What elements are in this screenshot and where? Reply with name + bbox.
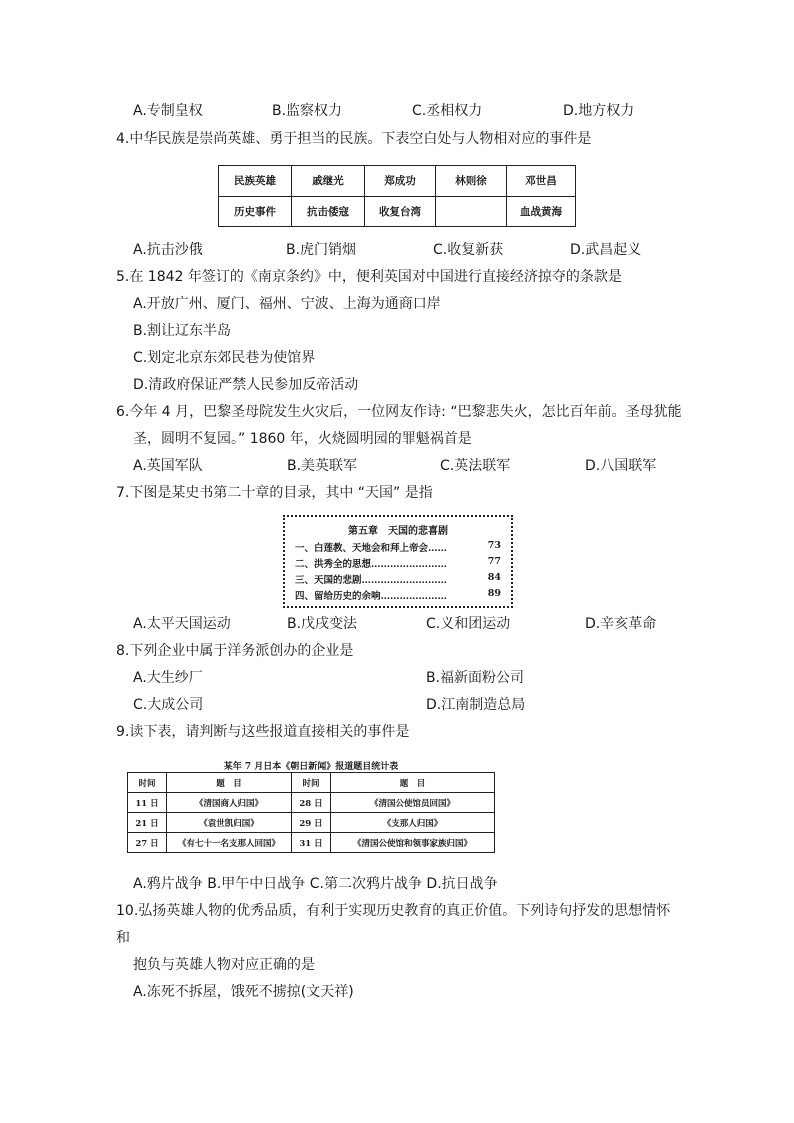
q6-option-d: D.八国联军: [585, 458, 657, 474]
table-cell: 血战黄海: [507, 196, 576, 227]
q10-stem-line2: 和: [116, 930, 130, 946]
q7-option-a: A.太平天国运动: [133, 616, 231, 632]
q4-stem: 4.中华民族是崇尚英雄、勇于担当的民族。下表空白处与人物相对应的事件是: [116, 131, 592, 147]
q8-option-c: C.大成公司: [133, 697, 204, 713]
q4-option-a: A.抗击沙俄: [133, 242, 203, 258]
table-cell: 《袁世凯归国》: [167, 813, 292, 833]
table-cell: 收复台湾: [365, 196, 436, 227]
q7-stem: 7.下图是某史书第二十章的目录，其中 “天国” 是指: [116, 485, 433, 501]
q5-stem: 5.在 1842 年签订的《南京条约》中，便利英国对中国进行直接经济掠夺的条款是: [116, 269, 622, 285]
contents-page: 77: [487, 556, 501, 567]
q9-table-caption: 某年 7 月日本《朝日新闻》报道题目统计表: [223, 762, 399, 772]
table-header-cell: 时间: [292, 773, 331, 793]
q9-stem: 9.读下表，请判断与这些报道直接相关的事件是: [116, 724, 410, 740]
contents-page: 89: [487, 588, 501, 599]
table-cell: 《清国公使馆和领事家族归国》: [331, 833, 495, 853]
q9-options: A.鸦片战争 B.甲午中日战争 C.第二次鸦片战争 D.抗日战争: [133, 876, 498, 892]
q8-option-b: B.福新面粉公司: [426, 670, 525, 686]
contents-title: 一、白莲教、天地会和拜上帝会……: [295, 543, 448, 554]
table-blank-cell: [436, 196, 507, 227]
contents-row: [295, 556, 501, 570]
table-cell: 历史事件: [219, 196, 292, 227]
q10-option-a: A.冻死不拆屋，饿死不掳掠(文天祥): [133, 984, 354, 1000]
table-cell: 《清国商人归国》: [167, 793, 292, 813]
table-cell: 郑成功: [365, 166, 436, 197]
q10-stem-line1: 10.弘扬英雄人物的优秀品质，有利于实现历史教育的真正价值。下列诗句抒发的思想情怀: [116, 903, 671, 919]
q5-option-a: A.开放广州、厦门、福州、宁波、上海为通商口岸: [133, 296, 441, 312]
table-cell: 31 日: [292, 833, 331, 853]
q9-news-table: [127, 772, 495, 853]
q6-stem-line2: 圣，圆明不复园。” 1860 年，火烧圆明园的罪魁祸首是: [133, 431, 472, 447]
q7-contents-box: [283, 515, 513, 608]
table-cell: 民族英雄: [219, 166, 292, 197]
table-header-cell: 题 目: [331, 773, 495, 793]
contents-title: 三、天国的悲剧………………………: [295, 575, 448, 586]
q6-stem-line1: 6.今年 4 月，巴黎圣母院发生火灾后，一位网友作诗: “巴黎悲失火，怎比百年前。圣母犹能: [116, 404, 682, 420]
table-cell: 11 日: [128, 793, 167, 813]
q4-hero-table: [218, 165, 576, 227]
q6-option-c: C.英法联军: [440, 458, 511, 474]
table-cell: 《清国公使馆员回国》: [331, 793, 495, 813]
table-cell: 29 日: [292, 813, 331, 833]
table-cell: 21 日: [128, 813, 167, 833]
contents-row: [295, 588, 501, 602]
table-cell: 林则徐: [436, 166, 507, 197]
table-cell: 《支那人归国》: [331, 813, 495, 833]
q6-option-b: B.美英联军: [287, 458, 358, 474]
table-cell: 邓世昌: [507, 166, 576, 197]
table-header-cell: 时间: [128, 773, 167, 793]
q4-option-b: B.虎门销烟: [286, 242, 357, 258]
table-cell: 28 日: [292, 793, 331, 813]
q5-option-c: C.划定北京东郊民巷为使馆界: [133, 350, 316, 366]
q7-option-d: D.辛亥革命: [585, 616, 657, 632]
table-cell: 抗击倭寇: [292, 196, 365, 227]
q10-stem-line3: 抱负与英雄人物对应正确的是: [133, 957, 315, 973]
table-header-cell: 题 目: [167, 773, 292, 793]
q3-option-b: B.监察权力: [272, 103, 343, 119]
table-cell: 戚继光: [292, 166, 365, 197]
table-cell: 27 日: [128, 833, 167, 853]
q3-option-c: C.丞相权力: [412, 103, 483, 119]
q7-option-b: B.戊戌变法: [287, 616, 358, 632]
table-row: [128, 793, 495, 813]
contents-page: 84: [487, 572, 501, 583]
q5-option-d: D.清政府保证严禁人民参加反帝活动: [133, 377, 359, 393]
q8-option-a: A.大生纱厂: [133, 670, 203, 686]
q4-option-d: D.武昌起义: [570, 242, 642, 258]
q3-option-a: A.专制皇权: [133, 103, 203, 119]
q3-option-d: D.地方权力: [563, 103, 635, 119]
q7-option-c: C.义和团运动: [426, 616, 511, 632]
contents-row: [295, 540, 501, 554]
q5-option-b: B.割让辽东半岛: [133, 323, 232, 339]
q8-stem: 8.下列企业中属于洋务派创办的企业是: [116, 643, 354, 659]
contents-page: 73: [487, 540, 501, 551]
q4-option-c: C.收复新获: [433, 242, 504, 258]
contents-title: 四、留给历史的余响…………………: [295, 591, 448, 602]
contents-title: 二、洪秀全的思想……………………: [295, 559, 448, 570]
q6-option-a: A.英国军队: [133, 458, 203, 474]
contents-heading: 第五章 天国的悲喜剧: [348, 526, 448, 537]
q8-option-d: D.江南制造总局: [426, 697, 526, 713]
table-row: [128, 813, 495, 833]
contents-row: [295, 572, 501, 586]
table-cell: 《有七十一名支那人回国》: [167, 833, 292, 853]
table-row: [128, 833, 495, 853]
